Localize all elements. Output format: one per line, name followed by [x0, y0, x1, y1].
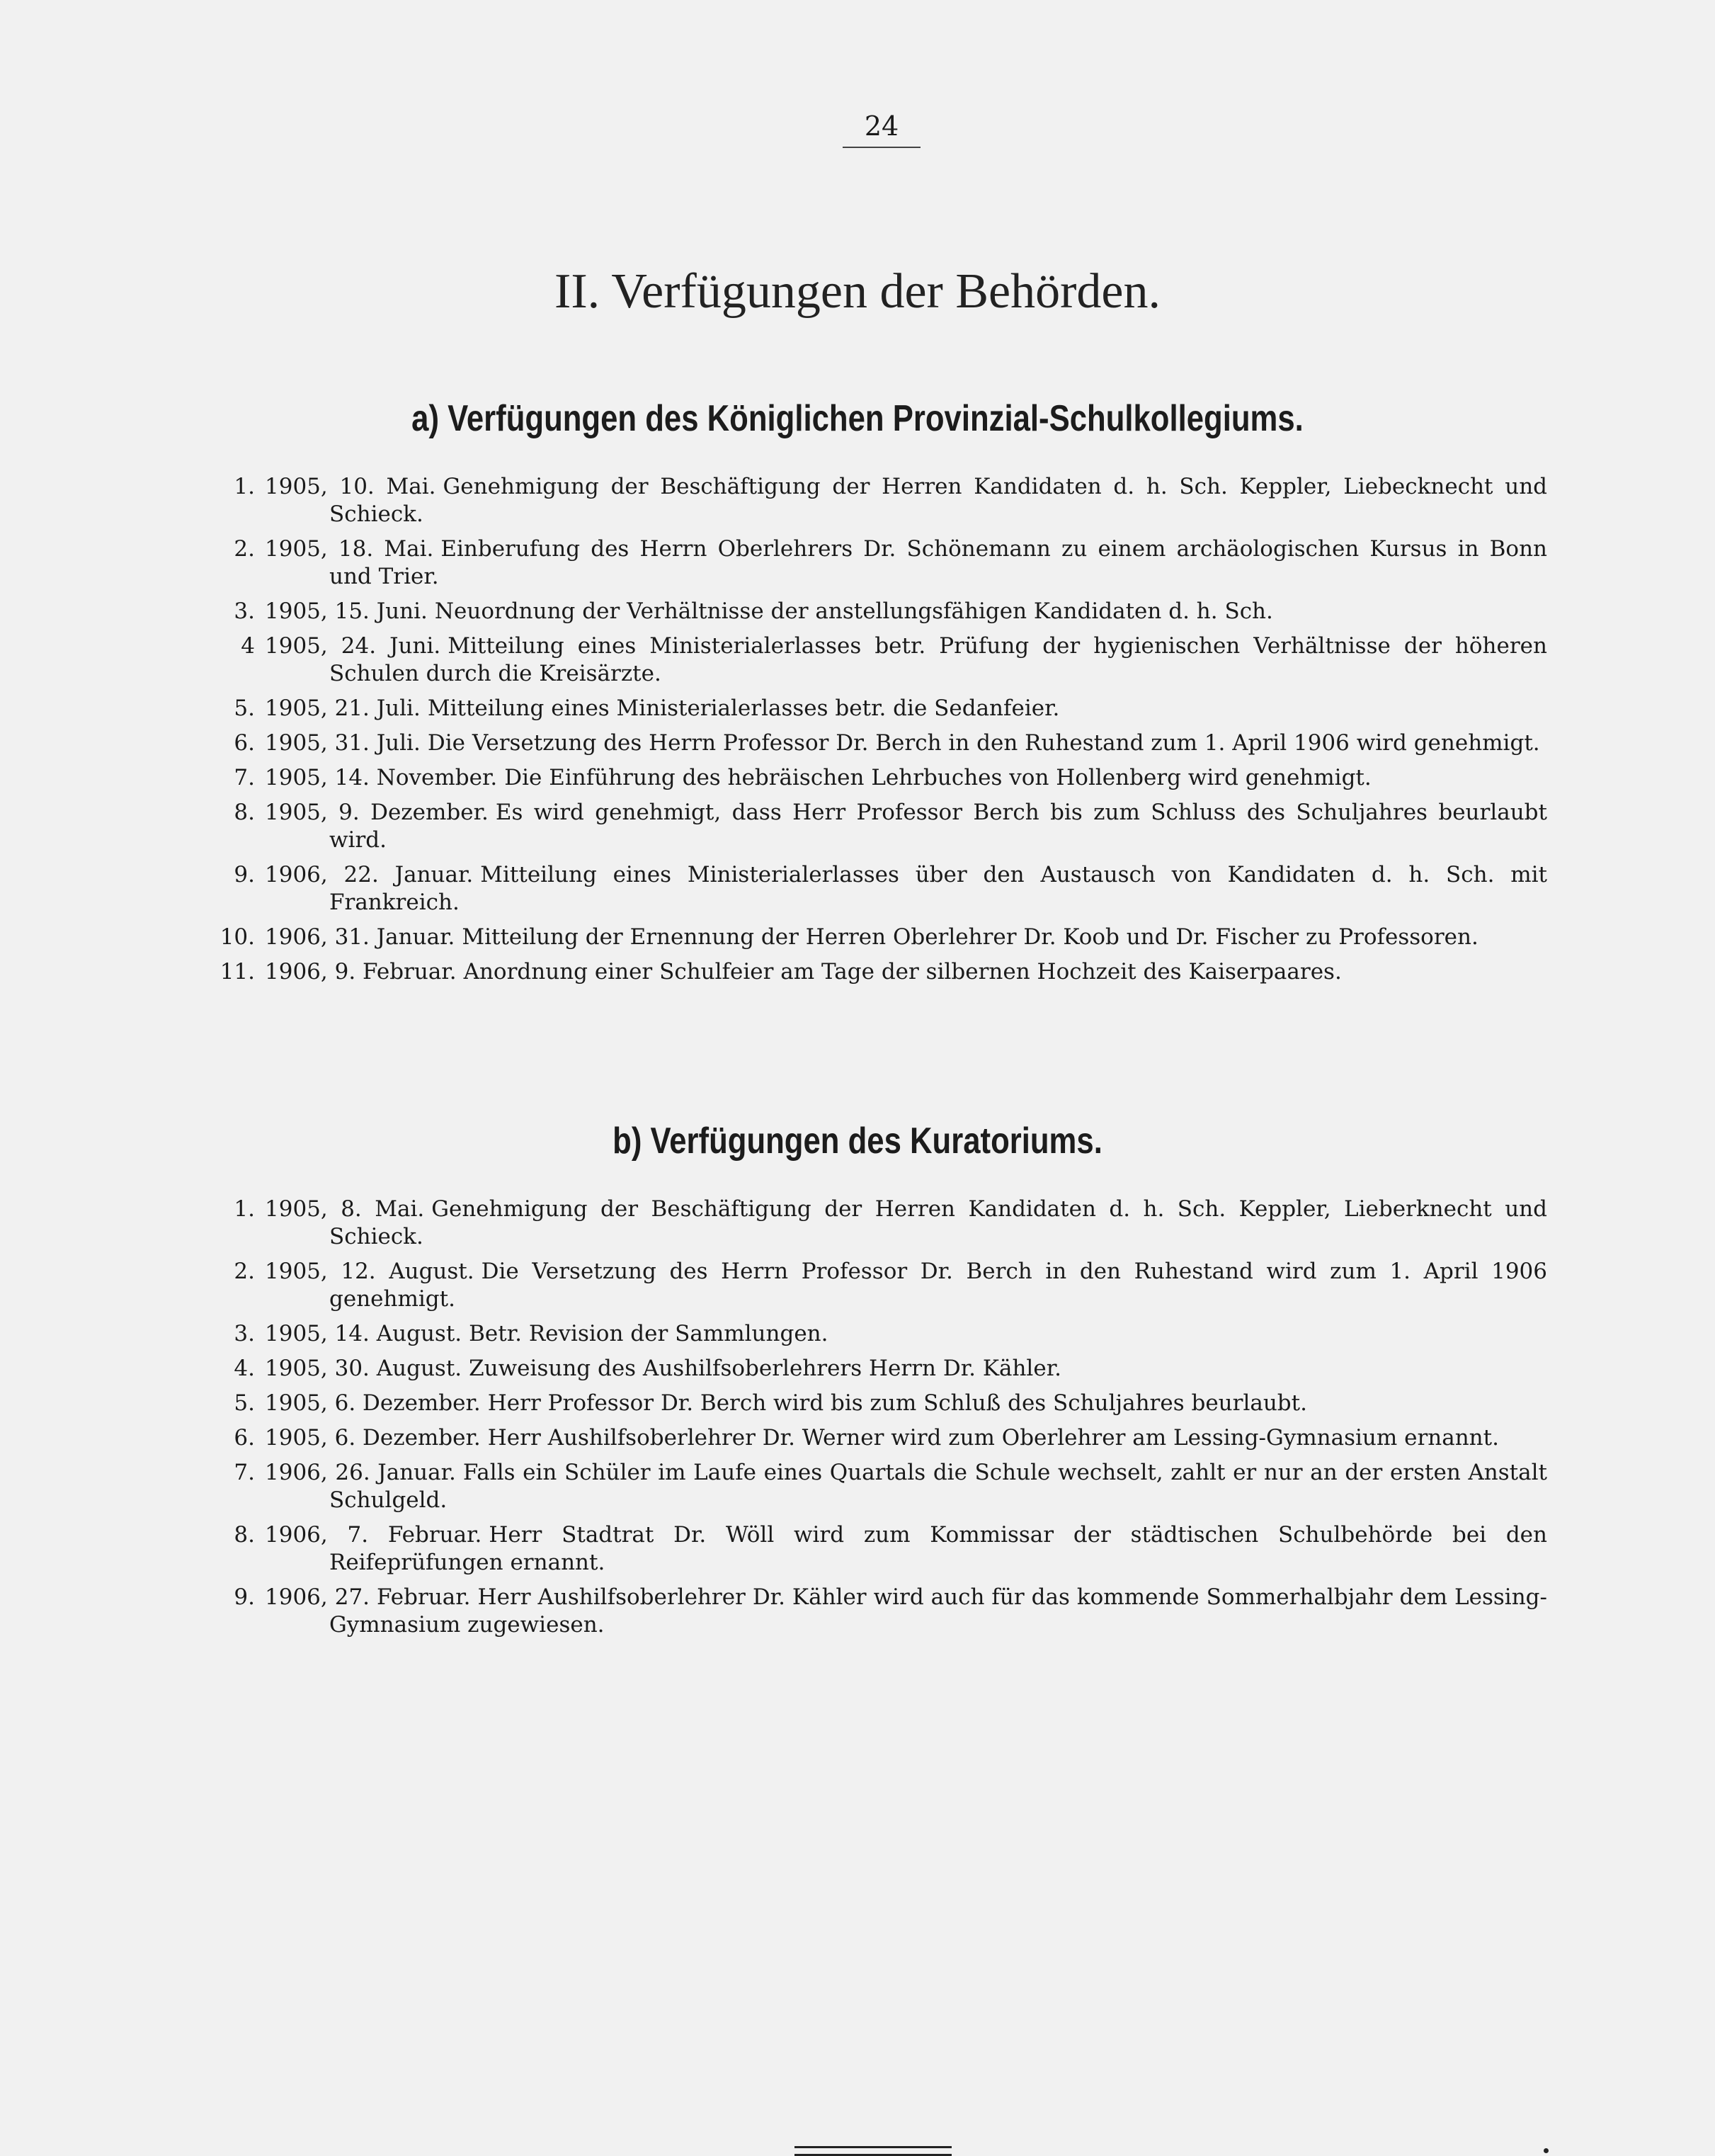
- list-item: [212, 1459, 1547, 1514]
- entry-date: 1905, 8. Mai.: [265, 1196, 425, 1222]
- entry-text: Herr Aushilfsoberlehrer Dr. Werner wird zum Oberlehrer am Lessing-Gymnasium ernannt.: [487, 1425, 1499, 1451]
- entry-text: Genehmigung der Beschäftigung der Herren Kandidaten d. h. Sch. Keppler, Liebecknecht und Schieck.: [329, 474, 1548, 527]
- list-item: [212, 1521, 1547, 1577]
- double-rule: [794, 2146, 952, 2156]
- entry-number: 9.: [234, 1584, 255, 1610]
- entry-date: 1905, 10. Mai.: [265, 474, 436, 499]
- list-item: [212, 695, 1547, 722]
- entry-text: Die Versetzung des Herrn Professor Dr. Berch in den Ruhestand wird zum 1. April 1906 genehmigt.: [329, 1259, 1547, 1312]
- entry-text: Mitteilung eines Ministerialerlasses betr. die Sedanfeier.: [427, 696, 1060, 721]
- entry-date: 1905, 14. August.: [265, 1321, 462, 1346]
- entry-number: 4: [241, 633, 255, 659]
- entry-number: 5.: [234, 1390, 255, 1416]
- entry-date: 1905, 9. Dezember.: [265, 800, 489, 825]
- entry-date: 1905, 6. Dezember.: [265, 1425, 481, 1451]
- entry-number: 10.: [220, 924, 255, 950]
- entry-number: 1.: [234, 1196, 255, 1222]
- entry-text: Mitteilung der Ernennung der Herren Oberlehrer Dr. Koob und Dr. Fischer zu Professoren.: [462, 924, 1478, 950]
- list-item: [212, 1320, 1547, 1348]
- list-item: [212, 535, 1547, 591]
- entry-date: 1906, 9. Februar.: [265, 959, 457, 985]
- list-item: [212, 1424, 1547, 1452]
- entry-number: 3.: [234, 598, 255, 624]
- list-item: [212, 730, 1547, 757]
- section-a-entry-list: [212, 473, 1547, 993]
- entry-number: 3.: [234, 1321, 255, 1346]
- entry-date: 1906, 27. Februar.: [265, 1584, 471, 1610]
- entry-number: 8.: [234, 800, 255, 825]
- entry-text: Einberufung des Herrn Oberlehrers Dr. Schönemann zu einem archäologischen Kursus in Bonn und Trier.: [329, 536, 1547, 589]
- entry-number: 1.: [234, 474, 255, 499]
- list-item: [212, 1355, 1547, 1383]
- entry-number: 9.: [234, 862, 255, 887]
- entry-text: Herr Stadtrat Dr. Wöll wird zum Kommissar der städtischen Schulbehörde bei den Reifeprüfungen ernannt.: [329, 1522, 1547, 1575]
- entry-text: Anordnung einer Schulfeier am Tage der silbernen Hochzeit des Kaiserpaares.: [463, 959, 1342, 985]
- section-b-entry-list: [212, 1196, 1547, 1646]
- list-item: [212, 1258, 1547, 1313]
- entry-number: 7.: [234, 765, 255, 790]
- entry-date: 1905, 14. November.: [265, 765, 498, 790]
- entry-text: Betr. Revision der Sammlungen.: [469, 1321, 828, 1346]
- list-item: [212, 598, 1547, 625]
- entry-date: 1905, 31. Juli.: [265, 730, 421, 756]
- list-item: [212, 1584, 1547, 1639]
- entry-date: 1905, 21. Juli.: [265, 696, 421, 721]
- entry-text: Zuweisung des Aushilfsoberlehrers Herrn Dr. Kähler.: [469, 1356, 1061, 1381]
- entry-number: 4.: [234, 1356, 255, 1381]
- entry-date: 1905, 6. Dezember.: [265, 1390, 481, 1416]
- end-divider: [794, 2146, 952, 2156]
- entry-text: Die Versetzung des Herrn Professor Dr. Berch in den Ruhestand zum 1. April 1906 wird genehmigt.: [427, 730, 1540, 756]
- main-heading: II. Verfügungen der Behörden.: [554, 264, 1161, 319]
- entry-date: 1905, 15. Juni.: [265, 598, 428, 624]
- section-b-heading: b) Verfügungen des Kuratoriums.: [612, 1120, 1102, 1162]
- entry-date: 1906, 26. Januar.: [265, 1460, 456, 1485]
- list-item: [212, 861, 1547, 917]
- entry-text: Herr Professor Dr. Berch wird bis zum Schluß des Schuljahres beurlaubt.: [487, 1390, 1307, 1416]
- entry-text: Es wird genehmigt, dass Herr Professor Berch bis zum Schluss des Schuljahres beurlaubt wird.: [329, 800, 1547, 853]
- list-item: [212, 473, 1547, 528]
- entry-number: 6.: [234, 1425, 255, 1451]
- entry-date: 1905, 30. August.: [265, 1356, 462, 1381]
- entry-date: 1905, 12. August.: [265, 1259, 474, 1284]
- entry-text: Falls ein Schüler im Laufe eines Quartals die Schule wechselt, zahlt er nur an der ersten Anstalt Schulgeld.: [329, 1460, 1547, 1513]
- entry-text: Genehmigung der Beschäftigung der Herren Kandidaten d. h. Sch. Keppler, Lieberknecht und Schieck.: [329, 1196, 1547, 1249]
- list-item: [212, 632, 1547, 688]
- entry-number: 5.: [234, 696, 255, 721]
- entry-number: 7.: [234, 1460, 255, 1485]
- entry-date: 1906, 7. Februar.: [265, 1522, 482, 1548]
- list-item: [212, 1390, 1547, 1417]
- entry-date: 1905, 24. Juni.: [265, 633, 441, 659]
- ink-dot: [1544, 2148, 1549, 2153]
- entry-text: Die Einführung des hebräischen Lehrbuches von Hollenberg wird genehmigt.: [504, 765, 1372, 790]
- section-a-heading: a) Verfügungen des Königlichen Provinzial-Schulkollegiums.: [411, 398, 1304, 439]
- entry-number: 2.: [234, 536, 255, 562]
- entry-text: Neuordnung der Verhältnisse der anstellungsfähigen Kandidaten d. h. Sch.: [434, 598, 1273, 624]
- entry-date: 1905, 18. Mai.: [265, 536, 434, 562]
- entry-date: 1906, 22. Januar.: [265, 862, 474, 887]
- entry-number: 11.: [220, 959, 255, 985]
- list-item: [212, 958, 1547, 986]
- entry-text: Herr Aushilfsoberlehrer Dr. Kähler wird auch für das kommende Sommerhalbjahr dem Lessing-Gymnasium zugewiesen.: [329, 1584, 1547, 1638]
- entry-number: 8.: [234, 1522, 255, 1548]
- entry-number: 2.: [234, 1259, 255, 1284]
- entry-number: 6.: [234, 730, 255, 756]
- entry-text: Mitteilung eines Ministerialerlasses betr. Prüfung der hygienischen Verhältnisse der höheren Schulen durch die Kreisärzte.: [329, 633, 1547, 686]
- list-item: [212, 924, 1547, 951]
- entry-date: 1906, 31. Januar.: [265, 924, 455, 950]
- page-number: 24: [843, 110, 921, 148]
- list-item: [212, 764, 1547, 792]
- entry-text: Mitteilung eines Ministerialerlasses über den Austausch von Kandidaten d. h. Sch. mit Frankreich.: [329, 862, 1548, 915]
- list-item: [212, 1196, 1547, 1251]
- list-item: [212, 799, 1547, 854]
